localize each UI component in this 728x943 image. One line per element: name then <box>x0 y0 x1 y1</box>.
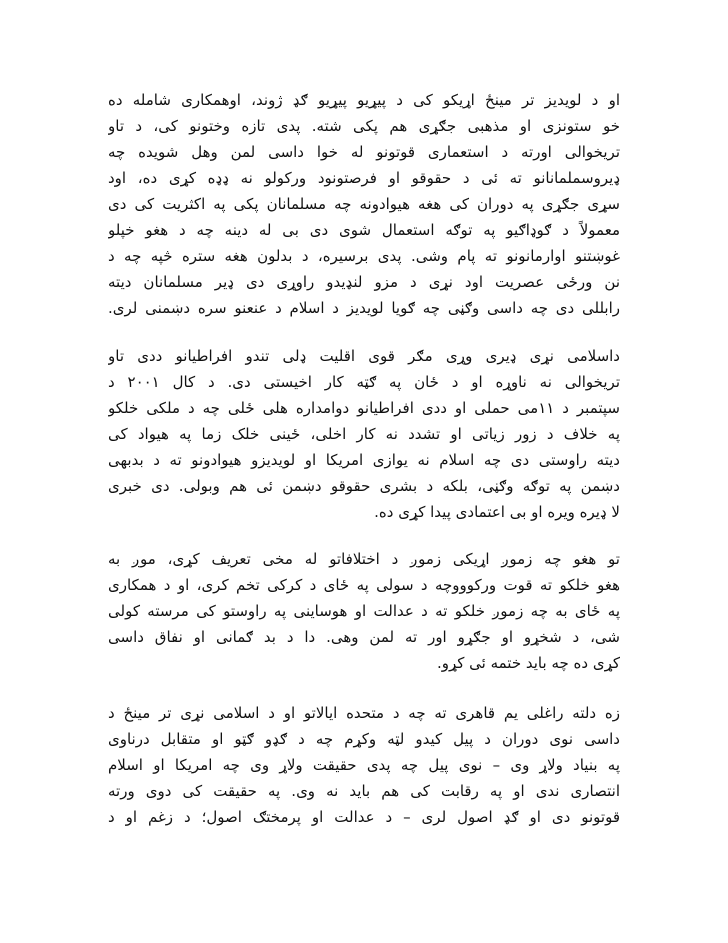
paragraph-3-line: په ځای به چه زموږ خلکو ته د عدالت او هوساینی په راوستو کی مرسته کولی <box>108 602 620 620</box>
paragraph-4-line: قوتونو دی او ګډ اصول لری – د عدالت او پرمختګ اصول؛ د زغم او د <box>108 808 620 826</box>
paragraph-1-line: سړی جګړی په دوران کی هغه هیوادونه چه مسلمانان پکی په اکثریت کی دی <box>108 195 620 213</box>
paragraph-2-line: دیته راوستی دی چه اسلام نه یوازی امریکا او لویدیزو هیوادونو ته د بدبهی <box>108 451 620 469</box>
paragraph-4-line: په بنیاد ولاړ وی – نوی پیل چه پدی حقیقت ولاړ وی چه امریکا او اسلام <box>108 756 620 774</box>
paragraph-1-line: نن ورځی عصریت اود نړی د مزو لنډیدو راوړی دی ډیر مسلمانان دیته <box>108 273 620 291</box>
paragraph-4-line: زه دلته راغلی یم قاهری ته چه د متحده ایالاتو او د اسلامی نړی تر مینځ د <box>108 704 620 722</box>
paragraph-4-line: انتصاری ندی او په رقابت کی هم باید نه وی. په حقیقت کی دوی ورته <box>108 782 620 800</box>
paragraph-3-line: شی، د شخړو او جګړو اور ته لمن وهی. دا د بد ګمانی او نفاق داسی <box>108 628 620 646</box>
paragraph-2-line: تریخوالی نه ناوړه او د ځان په ګټه کار اخیستی دی. د کال ۲۰۰۱ د <box>108 373 620 391</box>
paragraph-1-line: تریخوالی اورته د استعماری قوتونو له خوا داسی لمن وهل شویده چه <box>108 143 620 161</box>
paragraph-3-line: تو هغو چه زموږ اړیکی زموږ د اختلافاتو له مخی تعریف کړی، موږ به <box>108 550 620 568</box>
paragraph-1-line: ډیروسملمانانو ته ئی د حقوقو او فرصتونود ورکولو نه ډډه کړی ده، اود <box>108 169 620 187</box>
paragraph-3-line: کړی ده چه باید ختمه ئی کړو. <box>436 654 620 672</box>
paragraph-2-line: په خلاف د زور زیاتی او تشدد نه کار اخلی، ځینی خلک زما په هیواد کی <box>108 425 620 443</box>
paragraph-1-line: رابللی دی چه داسی وګڼی چه ګویا لویدیز د اسلام د عنعنو سره دښمنی لری. <box>108 299 620 317</box>
paragraph-2-line: دښمن په توګه وګڼی، بلکه د بشری حقوقو دښمن ئی هم وبولی. دی خبری <box>108 477 620 495</box>
paragraph-1-line: معمولاً د ګوډاګیو په توګه استعمال شوی دی بی له دینه چه د هغو خپلو <box>108 221 620 239</box>
paragraph-1-line: غوښتنو اوارمانونو ته پام وشی. پدی برسیره، د بدلون هغه ستره څپه چه د <box>108 247 620 265</box>
paragraph-1-line: او د لویدیز تر مینځ اړیکو کی د پیړیو پیړیو ګډ ژوند، اوهمکاری شامله ده <box>108 91 620 109</box>
paragraph-3-line: هغو خلکو ته قوت ورکوووچه د سولی په ځای د کرکی تخم کری، او د همکاری <box>108 576 620 594</box>
paragraph-2-line: داسلامی نړی ډیری وړی مګر قوی اقلیت ډلی تندو افراطیانو ددی تاو <box>108 347 620 365</box>
paragraph-2-line: سپتمبر د ۱۱می حملی او ددی افراطیانو دوامداره هلی ځلی چه د ملکی خلکو <box>108 399 620 417</box>
paragraph-4-line: داسی نوی دوران د پیل کیدو لټه وکړم چه د ګډو ګټو او متقابل درناوی <box>108 730 620 748</box>
paragraph-1-line: خو ستونزی او مذهبی جګړی هم پکی شته. پدی تازه وختونو کی، د تاو <box>108 117 620 135</box>
paragraph-2-line: لا ډیره ویره او بی اعتمادی پیدا کړی ده. <box>374 503 620 521</box>
